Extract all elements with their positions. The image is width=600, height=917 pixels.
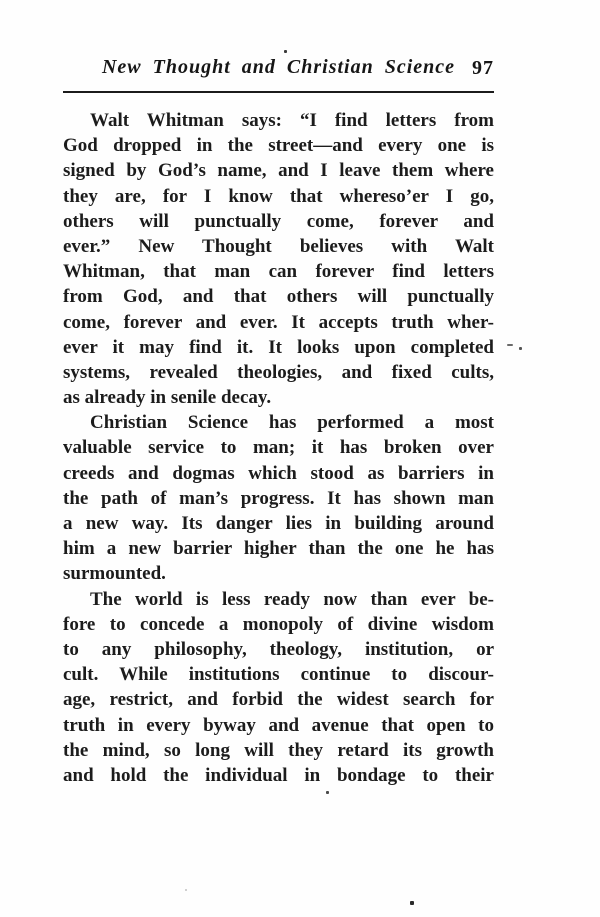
text-line: ever it may find it. It looks upon completed — [63, 336, 494, 358]
text-line: God dropped in the street—and every one is — [63, 135, 494, 157]
running-head-title: New Thought and Christian Science — [101, 56, 456, 78]
text-line: as already in senile decay. — [63, 387, 272, 409]
text-line: and hold the individual in bondage to their — [63, 764, 494, 786]
text-line: Whitman, that man can forever find letters — [63, 261, 494, 283]
text-line: truth in every byway and avenue that open to — [63, 714, 494, 736]
text-line: signed by God’s name, and I leave them where — [63, 160, 494, 182]
text-line: creeds and dogmas which stood as barriers in — [63, 462, 494, 484]
header-rule — [63, 91, 494, 93]
text-line: age, restrict, and forbid the widest search for — [63, 689, 494, 711]
text-line: the path of man’s progress. It has shown man — [63, 487, 494, 509]
text-line: surmounted. — [63, 563, 166, 585]
text-line: Walt Whitman says: “I find letters from — [90, 110, 494, 131]
running-head — [63, 56, 494, 88]
text-line: come, forever and ever. It accepts truth wher- — [63, 311, 494, 333]
ink-speck — [519, 347, 522, 350]
text-line: cult. While institutions continue to discour- — [63, 664, 494, 686]
text-line: The world is less ready now than ever be- — [90, 588, 494, 610]
page-number: 97 — [472, 57, 494, 79]
text-line: others will punctually come, forever and — [63, 210, 494, 232]
text-line: to any philosophy, theology, institution, or — [63, 638, 494, 660]
text-line: him a new barrier higher than the one he has — [63, 538, 494, 560]
ink-speck — [507, 344, 513, 346]
text-line: the mind, so long will they retard its growth — [63, 739, 494, 761]
text-line: ever.” New Thought believes with Walt — [63, 235, 494, 257]
ink-speck — [284, 50, 287, 53]
ink-speck — [410, 901, 414, 905]
text-line: they are, for I know that whereso’er I go, — [63, 185, 494, 207]
text-line: a new way. Its danger lies in building around — [63, 513, 494, 534]
text-line: Christian Science has performed a most — [90, 412, 494, 434]
text-line: from God, and that others will punctually — [63, 286, 494, 308]
body-text — [63, 108, 494, 788]
text-line: valuable service to man; it has broken over — [63, 437, 494, 459]
ink-speck — [326, 791, 329, 794]
text-line: fore to concede a monopoly of divine wisdom — [63, 613, 494, 635]
text-line: systems, revealed theologies, and fixed cults, — [63, 361, 494, 383]
ink-speck — [185, 889, 187, 891]
